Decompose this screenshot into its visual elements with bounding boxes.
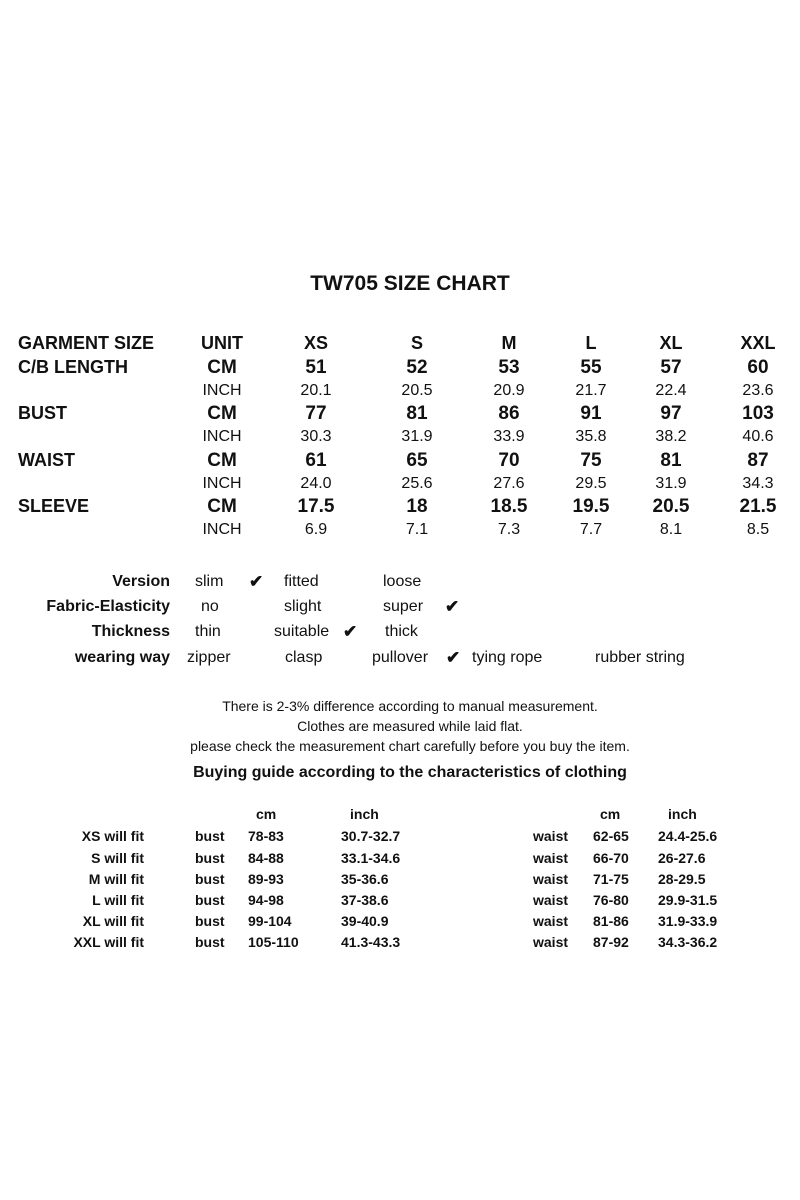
guide-waist-cm: 66-70: [593, 850, 629, 866]
size-header: XS: [303, 333, 328, 353]
inch-value: 38.2: [655, 428, 687, 445]
cm-value: 51: [305, 357, 327, 378]
cm-value: 81: [406, 403, 428, 424]
measurement-row-inch: [0, 428, 800, 452]
attribute-label: Fabric-Elasticity: [46, 598, 170, 615]
inch-value: 40.6: [742, 428, 774, 445]
cm-value: 61: [305, 450, 327, 471]
unit-cm: CM: [207, 357, 237, 378]
guide-bust-cm: 105-110: [248, 934, 299, 950]
inch-value: 31.9: [655, 475, 687, 492]
guide-waist-label: waist: [533, 828, 569, 844]
unit-cm: CM: [207, 450, 237, 471]
attribute-label: wearing way: [74, 649, 170, 666]
cm-value: 60: [747, 357, 769, 378]
cm-value: 17.5: [297, 496, 335, 517]
cm-value: 103: [742, 403, 774, 424]
inch-value: 20.9: [493, 382, 525, 399]
inch-value: 25.6: [401, 475, 433, 492]
cm-value: 87: [747, 450, 769, 471]
guide-row: [0, 934, 800, 954]
unit-inch: INCH: [202, 521, 242, 538]
cm-value: 81: [660, 450, 682, 471]
buying-guide-title: Buying guide according to the characteristics of clothing: [193, 764, 627, 781]
measurement-row-cm: [0, 357, 800, 381]
measurement-label: BUST: [18, 403, 67, 423]
guide-row: [0, 850, 800, 870]
cm-value: 18.5: [490, 496, 528, 517]
option-label: slim: [195, 573, 224, 590]
cm-value: 53: [498, 357, 520, 378]
cm-value: 70: [498, 450, 520, 471]
inch-value: 7.3: [497, 521, 521, 538]
inch-value: 30.3: [300, 428, 332, 445]
option-label: zipper: [187, 649, 231, 666]
option-label: suitable: [274, 623, 330, 640]
inch-value: 8.5: [746, 521, 770, 538]
cm-value: 75: [580, 450, 602, 471]
guide-row: [0, 913, 800, 933]
inch-value: 20.5: [401, 382, 433, 399]
inch-value: 8.1: [659, 521, 683, 538]
unit-header: UNIT: [201, 333, 243, 353]
guide-waist-cm: 81-86: [593, 913, 629, 929]
guide-waist-label: waist: [533, 892, 569, 908]
measurement-row-cm: [0, 403, 800, 427]
column-header-cm: cm: [256, 806, 277, 822]
option-label: pullover: [372, 649, 429, 666]
size-header: L: [585, 333, 597, 353]
size-header: XL: [659, 333, 683, 353]
guide-size-label: XXL will fit: [73, 934, 144, 950]
cm-value: 21.5: [739, 496, 777, 517]
guide-row: [0, 871, 800, 891]
measurement-row-cm: [0, 496, 800, 520]
unit-inch: INCH: [202, 382, 242, 399]
inch-value: 31.9: [401, 428, 433, 445]
guide-row: [0, 828, 800, 848]
measurement-label: SLEEVE: [18, 496, 90, 516]
inch-value: 6.9: [304, 521, 328, 538]
guide-waist-inch: 24.4-25.6: [658, 828, 718, 844]
cm-value: 97: [660, 403, 682, 424]
guide-bust-inch: 33.1-34.6: [341, 850, 401, 866]
guide-waist-inch: 26-27.6: [658, 850, 706, 866]
attribute-label: Thickness: [91, 623, 170, 640]
guide-bust-cm: 99-104: [248, 913, 292, 929]
inch-value: 35.8: [575, 428, 607, 445]
guide-bust-label: bust: [195, 871, 225, 887]
option-label: thick: [385, 623, 418, 640]
guide-bust-inch: 30.7-32.7: [341, 828, 401, 844]
cm-value: 86: [498, 403, 520, 424]
option-label: loose: [383, 573, 422, 590]
inch-value: 7.7: [579, 521, 603, 538]
guide-waist-label: waist: [533, 934, 569, 950]
inch-value: 24.0: [300, 475, 332, 492]
guide-size-label: XS will fit: [81, 828, 144, 844]
option-label: tying rope: [472, 649, 543, 666]
column-header-inch: inch: [668, 806, 697, 822]
measurement-row-cm: [0, 450, 800, 474]
guide-size-label: S will fit: [91, 850, 144, 866]
guide-bust-cm: 89-93: [248, 871, 284, 887]
cm-value: 20.5: [652, 496, 690, 517]
cm-value: 65: [406, 450, 428, 471]
option-label: no: [201, 598, 219, 615]
guide-bust-cm: 78-83: [248, 828, 284, 844]
inch-value: 20.1: [300, 382, 332, 399]
guide-bust-inch: 41.3-43.3: [341, 934, 401, 950]
page-title: TW705 SIZE CHART: [310, 272, 510, 295]
inch-value: 22.4: [655, 382, 687, 399]
check-icon: ✔: [445, 597, 460, 616]
size-header: XXL: [740, 333, 776, 353]
inch-value: 21.7: [575, 382, 607, 399]
guide-bust-label: bust: [195, 850, 225, 866]
note-text: There is 2-3% difference according to manual measurement.: [222, 698, 598, 714]
guide-waist-inch: 34.3-36.2: [658, 934, 718, 950]
cm-value: 52: [406, 357, 428, 378]
guide-bust-inch: 37-38.6: [341, 892, 389, 908]
size-header: S: [410, 333, 423, 353]
guide-waist-label: waist: [533, 850, 569, 866]
note-text: Clothes are measured while laid flat.: [297, 718, 523, 734]
inch-value: 27.6: [493, 475, 525, 492]
option-label: super: [383, 598, 424, 615]
guide-waist-inch: 28-29.5: [658, 871, 706, 887]
guide-waist-label: waist: [533, 871, 569, 887]
check-icon: ✔: [343, 622, 358, 641]
guide-bust-label: bust: [195, 892, 225, 908]
size-table-header: [0, 333, 800, 357]
guide-size-label: XL will fit: [82, 913, 144, 929]
column-header-cm: cm: [600, 806, 621, 822]
size-header: M: [501, 333, 517, 353]
guide-waist-inch: 31.9-33.9: [658, 913, 718, 929]
measurement-row-inch: [0, 521, 800, 545]
option-label: slight: [284, 598, 322, 615]
cm-value: 91: [580, 403, 602, 424]
inch-value: 7.1: [405, 521, 429, 538]
guide-waist-cm: 87-92: [593, 934, 629, 950]
guide-row: [0, 892, 800, 912]
guide-waist-cm: 62-65: [593, 828, 629, 844]
guide-size-label: M will fit: [88, 871, 144, 887]
inch-value: 34.3: [742, 475, 774, 492]
check-icon: ✔: [249, 572, 264, 591]
guide-waist-cm: 71-75: [593, 871, 629, 887]
inch-value: 33.9: [493, 428, 525, 445]
guide-bust-label: bust: [195, 828, 225, 844]
unit-cm: CM: [207, 403, 237, 424]
option-label: thin: [195, 623, 221, 640]
cm-value: 18: [406, 496, 428, 517]
cm-value: 77: [305, 403, 327, 424]
corner-label: GARMENT SIZE: [18, 333, 155, 353]
guide-waist-cm: 76-80: [593, 892, 629, 908]
guide-waist-label: waist: [533, 913, 569, 929]
column-header-inch: inch: [350, 806, 379, 822]
unit-inch: INCH: [202, 475, 242, 492]
option-label: fitted: [284, 573, 319, 590]
inch-value: 29.5: [575, 475, 607, 492]
measurement-label: WAIST: [18, 450, 75, 470]
measurement-label: C/B LENGTH: [18, 357, 128, 377]
unit-cm: CM: [207, 496, 237, 517]
guide-bust-label: bust: [195, 913, 225, 929]
guide-size-label: L will fit: [92, 892, 144, 908]
option-label: clasp: [285, 649, 323, 666]
guide-bust-cm: 94-98: [248, 892, 284, 908]
cm-value: 55: [580, 357, 602, 378]
guide-bust-inch: 39-40.9: [341, 913, 389, 929]
guide-bust-label: bust: [195, 934, 225, 950]
check-icon: ✔: [446, 648, 461, 667]
guide-bust-inch: 35-36.6: [341, 871, 389, 887]
attribute-label: Version: [112, 573, 170, 590]
note-text: please check the measurement chart carefully before you buy the item.: [190, 738, 630, 754]
cm-value: 19.5: [572, 496, 610, 517]
guide-waist-inch: 29.9-31.5: [658, 892, 718, 908]
option-label: rubber string: [595, 649, 685, 666]
unit-inch: INCH: [202, 428, 242, 445]
cm-value: 57: [660, 357, 682, 378]
guide-bust-cm: 84-88: [248, 850, 284, 866]
inch-value: 23.6: [742, 382, 774, 399]
